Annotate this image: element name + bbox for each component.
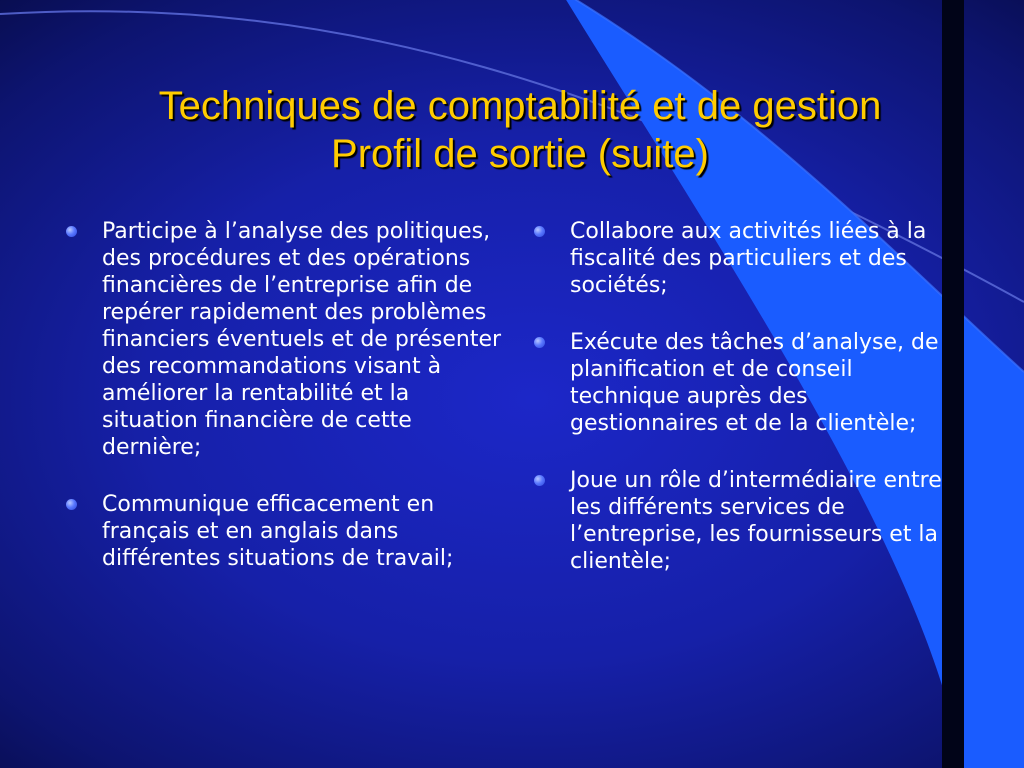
list-item-text: Exécute des tâches d’analyse, de planification et de conseil technique auprès des gestionnaires et de la clientèle; <box>570 330 939 436</box>
list-item <box>60 491 505 572</box>
bullet-dot-icon <box>534 337 545 348</box>
bullet-dot-icon <box>534 475 545 486</box>
list-item-text: Communique efficacement en français et en anglais dans différentes situations de travail; <box>102 492 454 571</box>
title-line-2: Profil de sortie (suite) <box>331 132 709 176</box>
bullet-dot-icon <box>534 226 545 237</box>
list-item <box>60 218 505 461</box>
list-item-text: Participe à l’analyse des politiques, des procédures et des opérations financières de l’entreprise afin de repérer rapidement des problèmes financiers éventuels et de présenter des recommandations visant à améliorer la rentabilité et la situation financière de cette dernière; <box>102 219 502 460</box>
right-bullet-list <box>528 218 948 605</box>
list-item-text: Joue un rôle d’intermédiaire entre les différents services de l’entreprise, les fournisseurs et la clientèle; <box>570 468 942 574</box>
slide-title <box>60 82 980 178</box>
bullet-dot-icon <box>66 226 77 237</box>
title-line-1: Techniques de comptabilité et de gestion <box>158 84 882 128</box>
list-item <box>528 218 948 299</box>
list-item <box>528 329 948 437</box>
bullet-dot-icon <box>66 499 77 510</box>
list-item-text: Collabore aux activités liées à la fiscalité des particuliers et des sociétés; <box>570 219 927 298</box>
left-bullet-list <box>60 218 505 602</box>
list-item <box>528 467 948 575</box>
